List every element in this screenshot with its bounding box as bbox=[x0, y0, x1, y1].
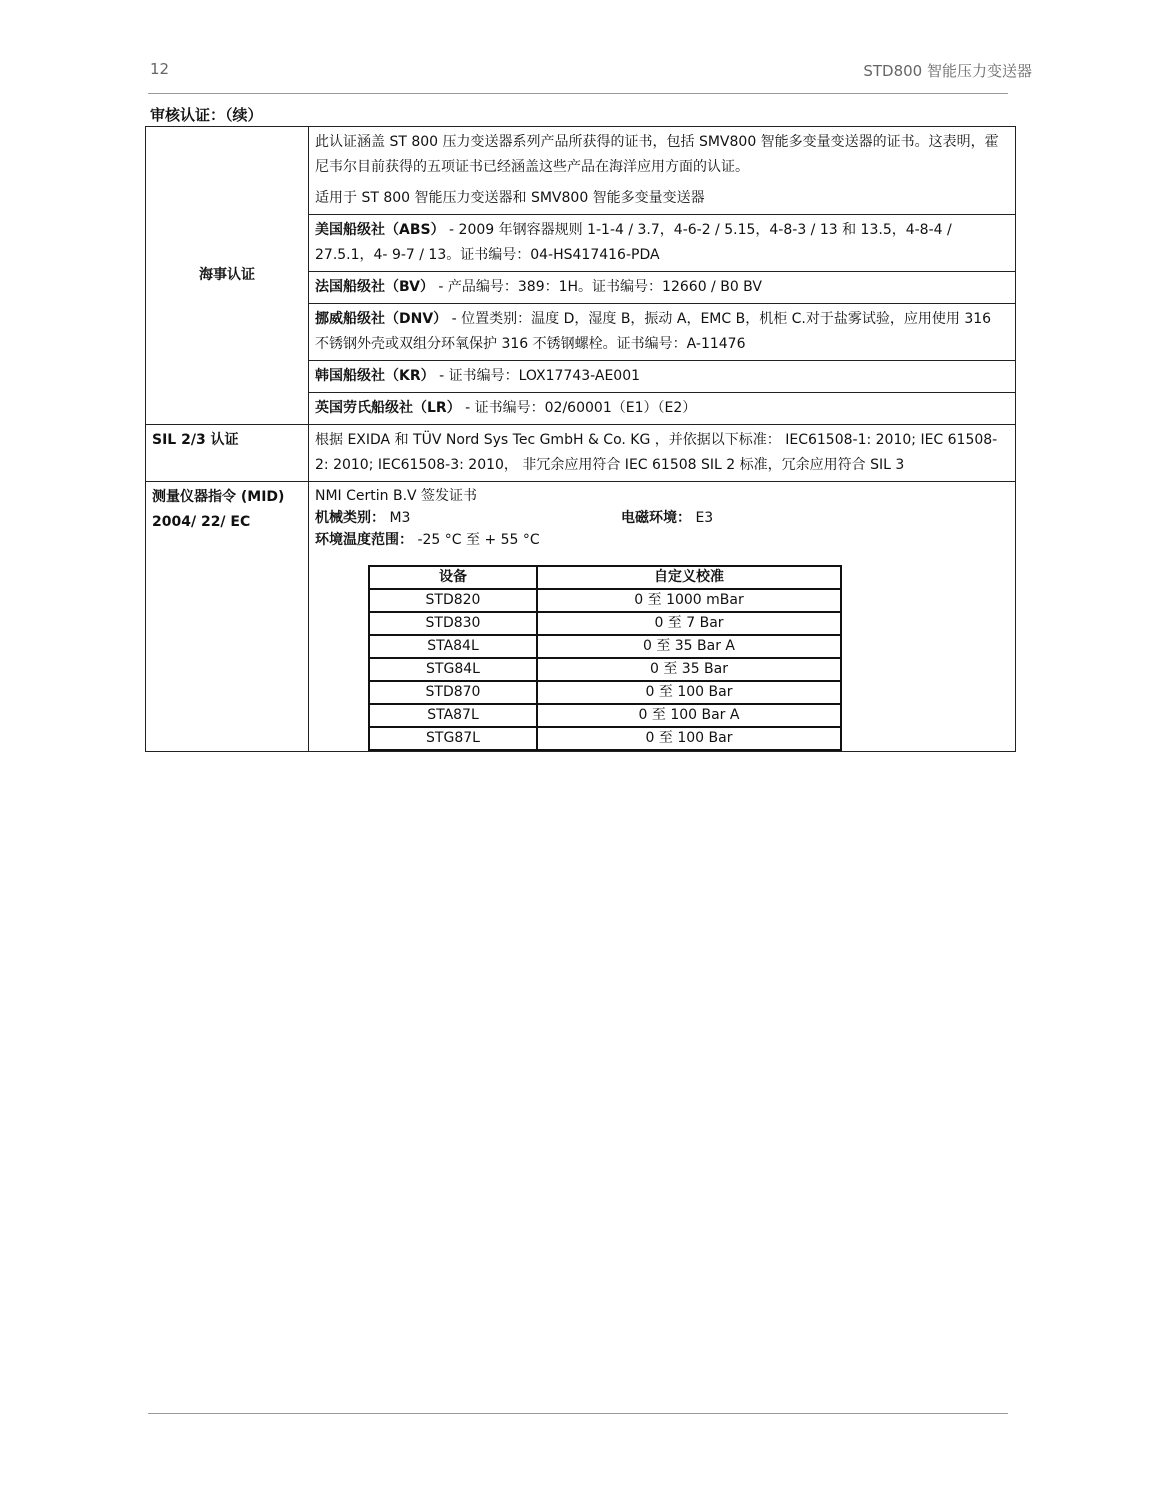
calibration-table bbox=[368, 565, 842, 751]
device-cell: STA87L bbox=[369, 704, 537, 727]
device-cell: STD830 bbox=[369, 612, 537, 635]
page-number: 12 bbox=[150, 60, 170, 78]
sil-row bbox=[146, 425, 1016, 482]
dnv-cell bbox=[309, 304, 1016, 361]
certification-table bbox=[145, 126, 1016, 752]
lr-text: - 证书编号：02/60001（E1）（E2） bbox=[460, 400, 697, 416]
mid-category-line bbox=[315, 507, 1009, 529]
table-row bbox=[369, 612, 841, 635]
range-cell: 0 至 100 Bar A bbox=[537, 704, 841, 727]
emc-label: 电磁环境： bbox=[621, 510, 691, 526]
footer-divider bbox=[148, 1413, 1008, 1414]
range-cell: 0 至 1000 mBar bbox=[537, 589, 841, 612]
dnv-text: - 位置类别：温度 D，湿度 B，振动 A，EMC B，机柜 C.对于盐雾试验，应用使用 316 不锈钢外壳或双组分环氧保护 316 不锈钢螺栓。证书编号：A-11476 bbox=[315, 311, 992, 352]
mech-label: 机械类别： bbox=[315, 510, 385, 526]
bv-cell bbox=[309, 272, 1016, 304]
device-cell: STD870 bbox=[369, 681, 537, 704]
mid-label-line1: 测量仪器指令 (MID) bbox=[152, 489, 285, 505]
abs-name: 美国船级社（ABS） bbox=[315, 222, 445, 238]
temp-label: 环境温度范围： bbox=[315, 532, 413, 548]
emc-value: E3 bbox=[691, 510, 714, 526]
table-row bbox=[369, 681, 841, 704]
marine-intro-p2: 适用于 ST 800 智能压力变送器和 SMV800 智能多变量变送器 bbox=[315, 190, 705, 206]
marine-intro-row bbox=[146, 127, 1016, 215]
temp-range-line bbox=[315, 529, 1009, 551]
lr-cell bbox=[309, 393, 1016, 425]
abs-cell bbox=[309, 215, 1016, 272]
table-row bbox=[369, 658, 841, 681]
document-title: STD800 智能压力变送器 bbox=[863, 62, 1032, 80]
mid-label bbox=[146, 482, 309, 752]
marine-label: 海事认证 bbox=[146, 127, 309, 425]
header-divider bbox=[148, 93, 1008, 94]
range-cell: 0 至 100 Bar bbox=[537, 727, 841, 750]
sil-text: 根据 EXIDA 和 TÜV Nord Sys Tec GmbH & Co. KG ，并依据以下标准： IEC61508-1: 2010; IEC 61508-2: 2010; IEC61508-3: 2010， 非冗余应用符合 IEC 61508 SIL 2 标准，冗余应用符合 SIL 3 bbox=[309, 425, 1016, 482]
col-device-header: 设备 bbox=[369, 566, 537, 589]
mid-issuer: NMI Certin B.V 签发证书 bbox=[315, 488, 478, 504]
marine-intro-cell bbox=[309, 127, 1016, 215]
table-row bbox=[369, 635, 841, 658]
mech-value: M3 bbox=[385, 510, 411, 526]
table-row bbox=[369, 727, 841, 750]
emc-environment bbox=[621, 507, 713, 529]
bv-text: - 产品编号：389：1H。证书编号：12660 / B0 BV bbox=[433, 279, 762, 295]
device-cell: STD820 bbox=[369, 589, 537, 612]
kr-cell bbox=[309, 361, 1016, 393]
mid-cell bbox=[309, 482, 1016, 752]
range-cell: 0 至 35 Bar bbox=[537, 658, 841, 681]
kr-name: 韩国船级社（KR） bbox=[315, 368, 435, 384]
marine-intro-p1: 此认证涵盖 ST 800 压力变送器系列产品所获得的证书，包括 SMV800 智能多变量变送器的证书。这表明，霍尼韦尔目前获得的五项证书已经涵盖这些产品在海洋应用方面的认证。 bbox=[315, 134, 999, 175]
device-cell: STG87L bbox=[369, 727, 537, 750]
abs-text: - 2009 年钢容器规则 1-1-4 / 3.7，4-6-2 / 5.15，4-8-3 / 13 和 13.5，4-8-4 / 27.5.1，4- 9-7 / 13。证书编号：04-HS417416-PDA bbox=[315, 222, 952, 263]
mid-row bbox=[146, 482, 1016, 752]
range-cell: 0 至 100 Bar bbox=[537, 681, 841, 704]
temp-value: -25 °C 至 + 55 °C bbox=[413, 532, 540, 548]
range-cell: 0 至 7 Bar bbox=[537, 612, 841, 635]
range-cell: 0 至 35 Bar A bbox=[537, 635, 841, 658]
table-row bbox=[369, 704, 841, 727]
calibration-header-row bbox=[369, 566, 841, 589]
device-cell: STA84L bbox=[369, 635, 537, 658]
kr-text: - 证书编号：LOX17743-AE001 bbox=[434, 368, 641, 384]
lr-name: 英国劳氏船级社（LR） bbox=[315, 400, 461, 416]
mech-category bbox=[315, 507, 621, 529]
dnv-name: 挪威船级社（DNV） bbox=[315, 311, 448, 327]
bv-name: 法国船级社（BV） bbox=[315, 279, 434, 295]
sil-label: SIL 2/3 认证 bbox=[146, 425, 309, 482]
mid-label-line2: 2004/ 22/ EC bbox=[152, 514, 251, 530]
table-row bbox=[369, 589, 841, 612]
col-calibration-header: 自定义校准 bbox=[537, 566, 841, 589]
device-cell: STG84L bbox=[369, 658, 537, 681]
section-heading: 审核认证：（续） bbox=[150, 106, 263, 124]
